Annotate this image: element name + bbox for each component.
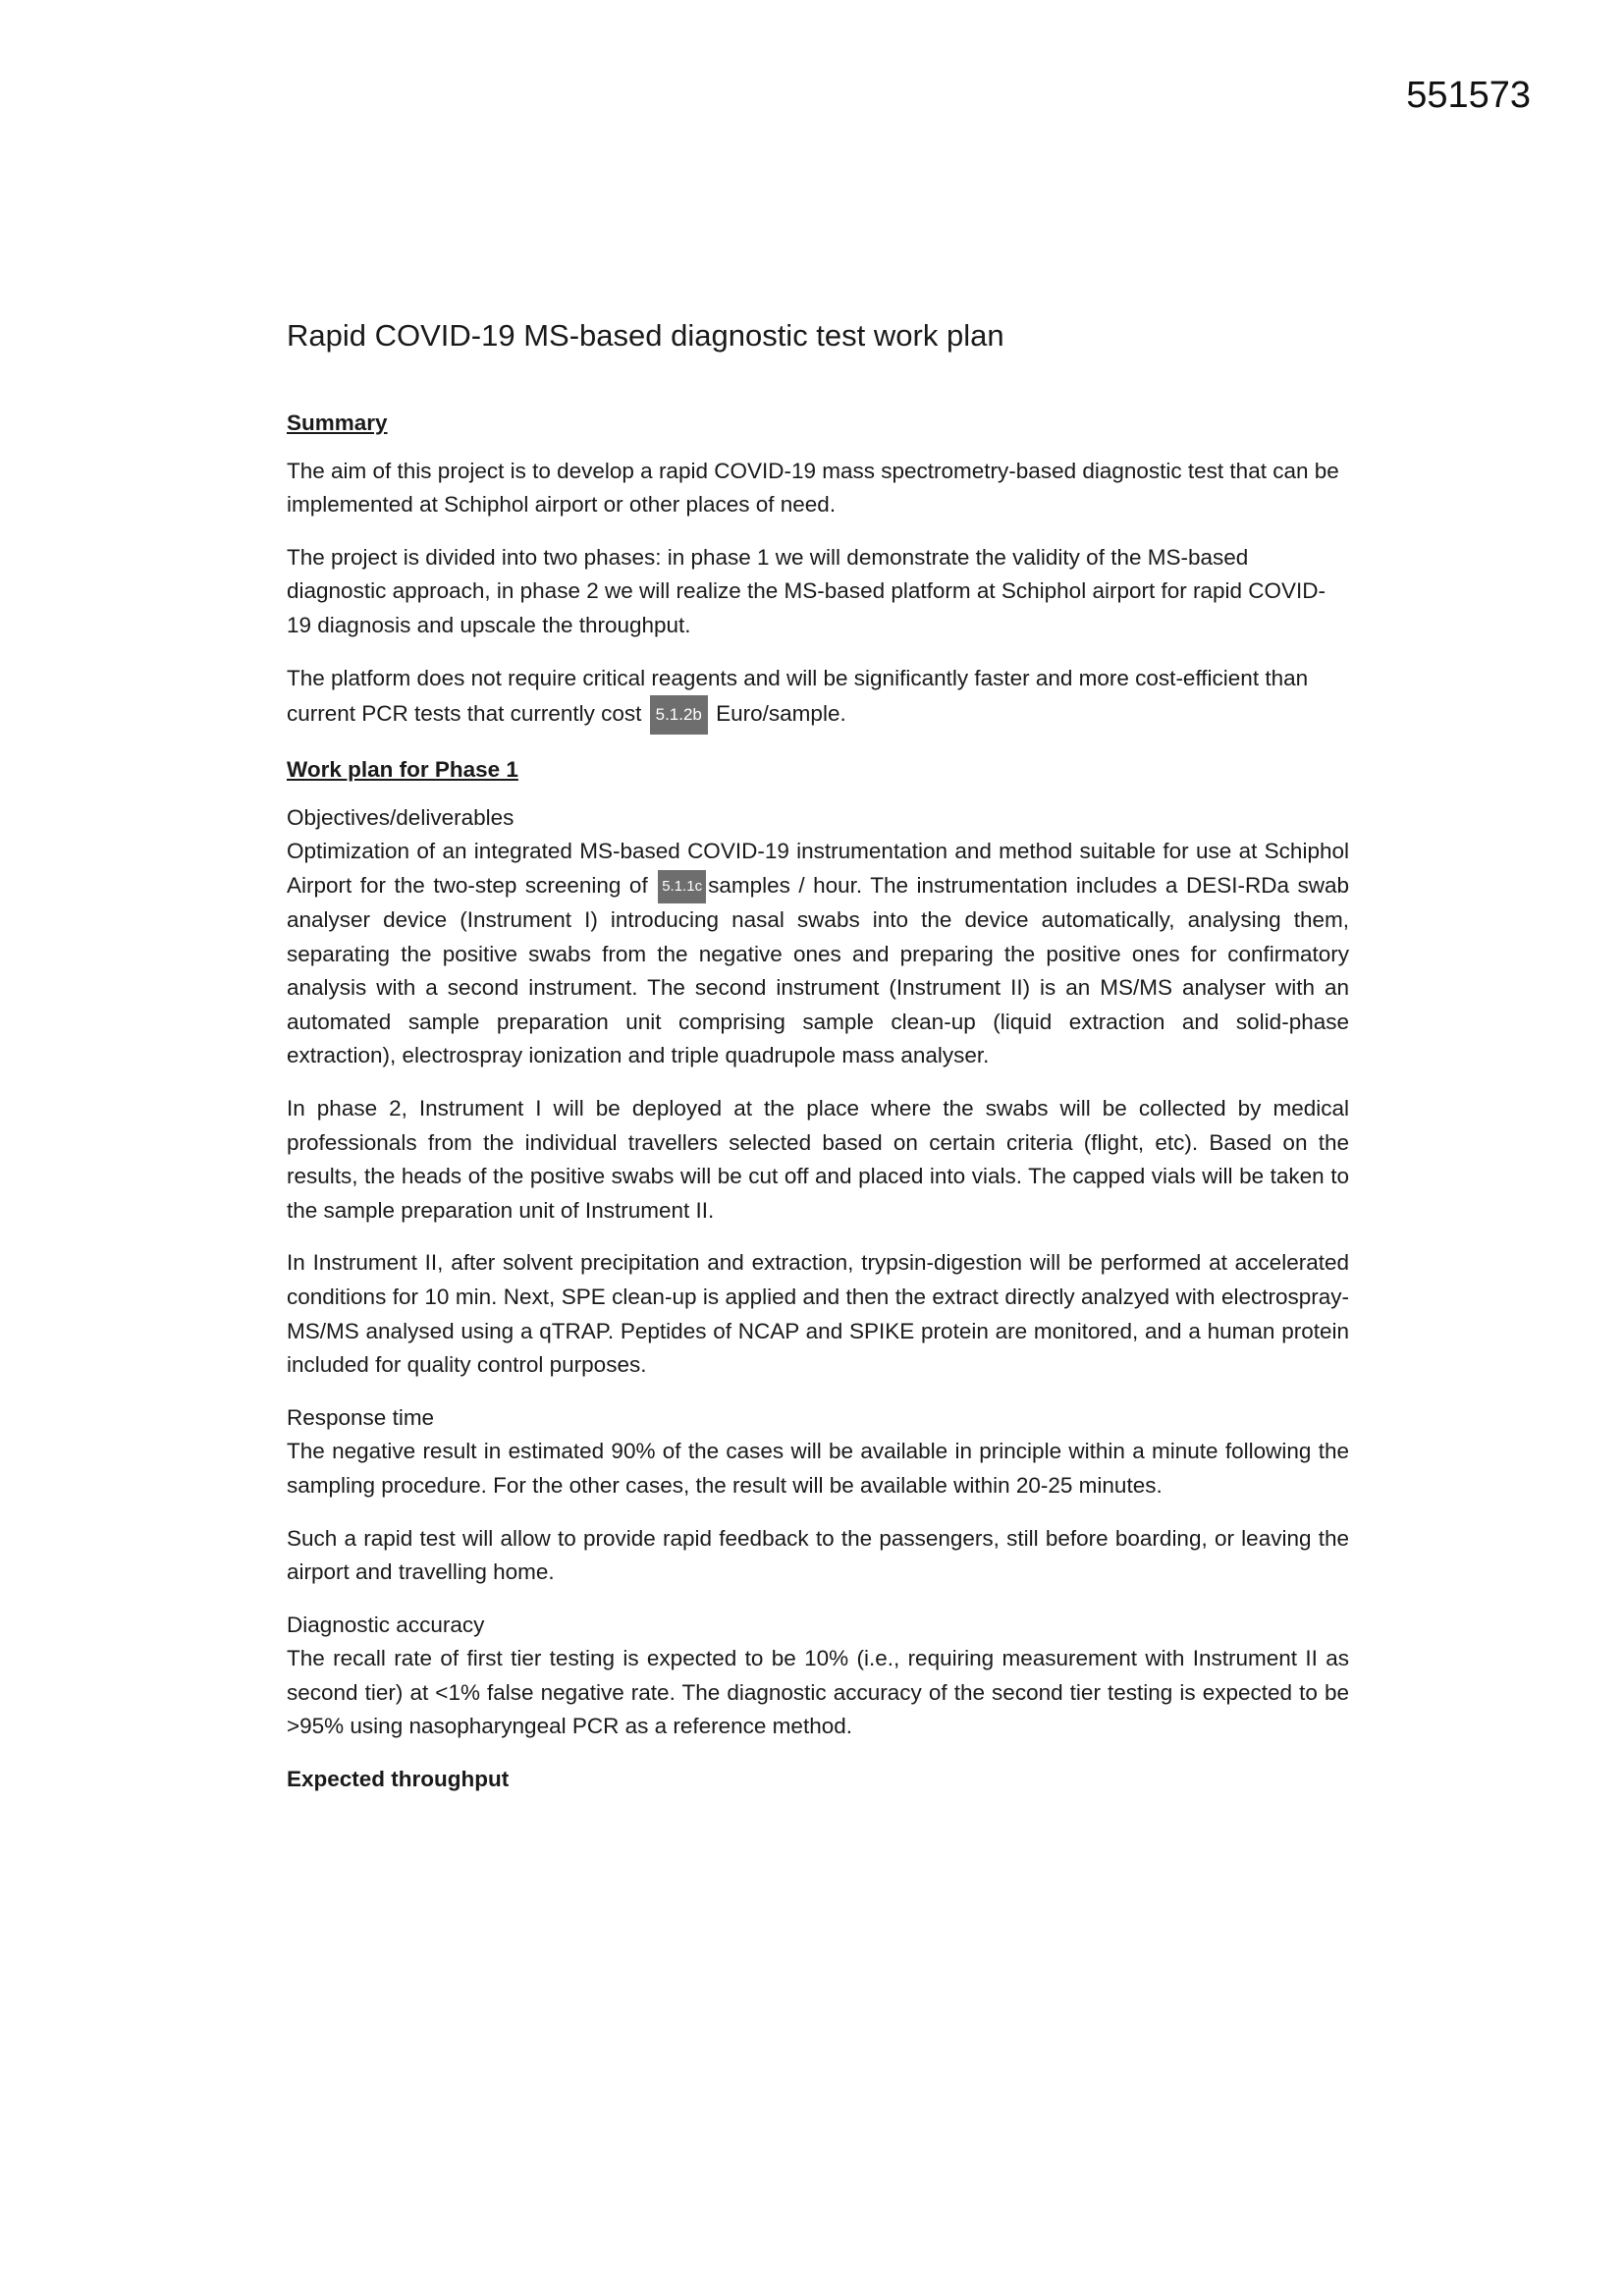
expected-throughput-heading: Expected throughput [287,1767,510,1792]
response-time-heading: Response time [287,1404,435,1430]
summary-p3-text-after: Euro/sample. [709,701,846,727]
objectives-paragraph-1 [287,835,1349,1073]
response-paragraph-2: Such a rapid test will allow to provide rapid feedback to the passengers, still before boarding, or leaving the airport and travelling home. [287,1525,1349,1585]
summary-p3-text-before: The platform does not require critical reagents and will be significantly faster and more cost-efficient than current PCR tests that currently cost [287,665,1309,727]
summary-paragraph-3 [287,662,1349,736]
response-paragraph-1: The negative result in estimated 90% of the cases will be available in principle within a minute following the sampling procedure. For the other cases, the result will be available within 20-25 minutes. [287,1439,1349,1498]
summary-paragraph-2: The project is divided into two phases: in phase 1 we will demonstrate the validity of the MS-based diagnostic approach, in phase 2 we will realize the MS-based platform at Schiphol airport for rapid COVID-19 diagnosis and upscale the throughput. [287,544,1326,637]
objectives-paragraph-3: In Instrument II, after solvent precipitation and extraction, trypsin-digestion will be performed at accelerated conditions for 10 min. Next, SPE clean-up is applied and then the extract directly analzyed with electrospray-MS/MS analysed using a qTRAP. Peptides of NCAP and SPIKE protein are monitored, and a human protein included for quality control purposes. [287,1250,1349,1378]
document-id: 551573 [1406,75,1531,116]
summary-paragraph-1: The aim of this project is to develop a rapid COVID-19 mass spectrometry-based diagnostic test that can be implemented at Schiphol airport or other places of need. [287,458,1339,518]
summary-heading: Summary [287,410,388,435]
objectives-p1-text-before: Optimization of an integrated MS-based COVID-19 instrumentation and method suitable for use at Schiphol Airport for the two-step screening of [287,839,1349,898]
phase1-heading: Work plan for Phase 1 [287,757,518,783]
document-body [287,314,1349,1797]
accuracy-paragraph-1: The recall rate of first tier testing is expected to be 10% (i.e., requiring measurement with Instrument II as second tier) at <1% false negative rate. The diagnostic accuracy of the second tier testing is expected to be >95% using nasopharyngeal PCR as a reference method. [287,1646,1349,1739]
redaction-box-cost: 5.1.2b [650,695,708,735]
objectives-p1-text-after: samples / hour. The instrumentation includes a DESI-RDa swab analyser device (Instrument I) introducing nasal swabs into the device automatically, analysing them, separating the positive swabs from the negative ones and preparing the positive ones for confirmatory analysis with a second instrument. The second instrument (Instrument II) is an MS/MS analyser with an automated sample preparation unit comprising sample clean-up (liquid extraction and solid-phase extraction), electrospray ionization and triple quadrupole mass analyser. [287,872,1350,1068]
redaction-box-samples: 5.1.1c [658,870,706,903]
document-title: Rapid COVID-19 MS-based diagnostic test work plan [287,318,1004,353]
objectives-paragraph-2: In phase 2, Instrument I will be deployed at the place where the swabs will be collected by medical professionals from the individual travellers selected based on certain criteria (flight, etc). Based on the results, the heads of the positive swabs will be cut off and placed into vials. The capped vials will be taken to the sample preparation unit of Instrument II. [287,1095,1349,1223]
objectives-heading: Objectives/deliverables [287,804,514,830]
diagnostic-accuracy-heading: Diagnostic accuracy [287,1612,485,1637]
